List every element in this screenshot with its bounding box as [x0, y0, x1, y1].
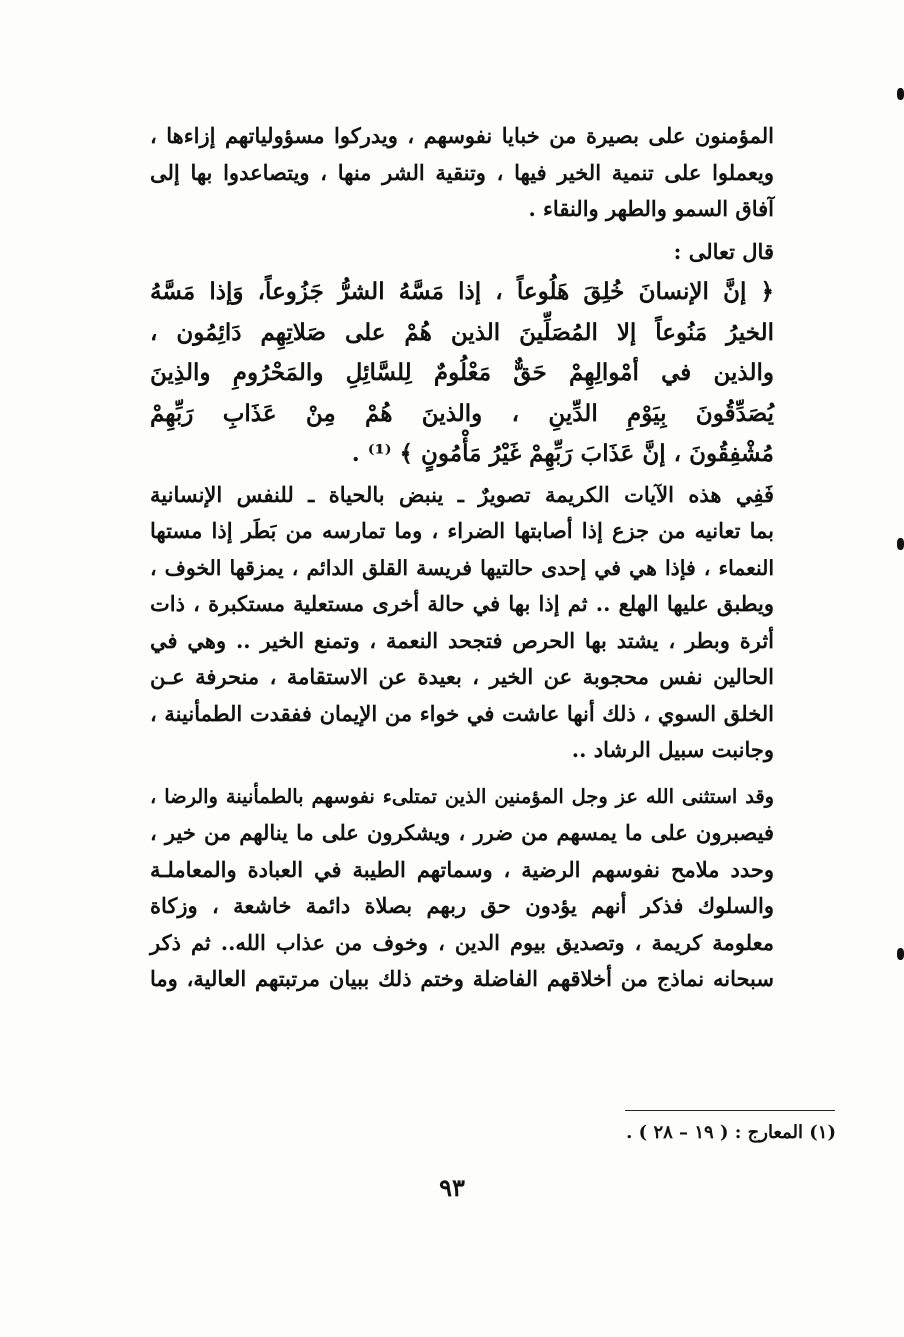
text-line: ويعملوا على تنمية الخير فيها ، وتنقية الشر منها ، ويتصاعدوا بها إلى: [150, 159, 774, 185]
verse-intro: [150, 234, 774, 271]
text-line: الحالين نفس محجوبة عن الخير ، بعيدة عن الاستقامة ، منحرفة عـن: [150, 664, 774, 690]
paragraph-2: [150, 477, 774, 769]
text-line: فيصبرون على ما يمسهم من ضرر ، ويشكرون على ما ينالهم من خير ،: [150, 820, 774, 846]
verse-line: الخيرُ مَنُوعاً إلا المُصَلِّينَ الذين هُمْ على صَلاتِهِم دَائِمُون ،: [150, 318, 774, 346]
text-line: آفاق السمو والطهر والنقاء .: [528, 196, 774, 221]
page-body: [150, 118, 774, 998]
text-line: بما تعانيه من جزع إذا أصابتها الضراء ، وما تمارسه من بَطَر إذا مستها: [150, 518, 774, 544]
scan-mark: [897, 948, 904, 960]
verse-line: مُشْفِقُونَ ، إنَّ عَذَابَ رَبِّهِمْ غَيْرُ مَأْمُونٍ ﴾ ⁽¹⁾ .: [351, 440, 774, 468]
quran-verse: [150, 272, 774, 475]
text-line: وجانبت سبيل الرشاد ..: [571, 737, 774, 763]
scan-mark: [897, 538, 904, 550]
paragraph-1: [150, 118, 774, 228]
text-line: والسلوك فذكر أنهم يؤدون حق ربهم بصلاة دائمة خاشعة ، وزكاة: [150, 893, 774, 919]
page-number: ٩٣: [439, 1173, 465, 1202]
verse-line: والذين في أمْوالِهِمْ حَقٌّ مَعْلُومٌ لِلسَّائِلِ والمَحْرُومِ والذِينَ: [150, 359, 774, 387]
text-line: فَفِي هذه الآيات الكريمة تصويرٌ ـ ينبض بالحياة ـ للنفس الإنسانية: [150, 481, 774, 507]
text-line: المؤمنون على بصيرة من خبايا نفوسهم ، ويدركوا مسؤولياتهم إزاءها ،: [150, 123, 774, 148]
footnote-divider: [625, 1110, 835, 1111]
text-line: أثرة وبطر ، يشتد بها الحرص فتجحد النعمة ، وتمنع الخير .. وهي في: [150, 627, 774, 653]
text-line: معلومة كريمة ، وتصديق بيوم الدين ، وخوف من عذاب الله.. ثم ذكر: [150, 929, 774, 955]
text-line: النعماء ، فإذا هي في إحدى حالتيها فريسة القلق الدائم ، يمزقها الخوف ،: [150, 555, 774, 580]
text-line: وقد استثنى الله عز وجل المؤمنين الذين تمتلىء نفوسهم بالطمأنينة والرضا ،: [150, 784, 774, 808]
text-line: سبحانه نماذج من أخلاقهم الفاضلة وختم ذلك ببيان مرتبتهم العالية، وما: [150, 966, 774, 992]
verse-line: يُصَدِّقُونَ بِيَوْمِ الدِّينِ ، والذينَ هُمْ مِنْ عَذَابِ رَبِّهِمْ: [150, 399, 774, 427]
text-line: قال تعالى :: [673, 238, 774, 264]
text-line: وحدد ملامح نفوسهم الرضية ، وسماتهم الطيبة في العبادة والمعاملـة: [150, 856, 774, 882]
footnote: (١) المعارج : ( ١٩ – ٢٨ ) .: [626, 1122, 836, 1143]
paragraph-3: [150, 779, 774, 998]
text-line: ويطبق عليها الهلع .. ثم إذا بها في حالة أخرى مستعلية مستكبرة ، ذات: [150, 591, 774, 617]
scan-mark: [897, 88, 904, 100]
verse-line: ﴿ إنَّ الإنسانَ خُلِقَ هَلُوعاً ، إذا مَسَّهُ الشرُّ جَزُوعاً، وَإذا مَسَّهُ: [150, 278, 774, 305]
text-line: الخلق السوي ، ذلك أنها عاشت في خواء من الإيمان ففقدت الطمأنينة ،: [150, 700, 774, 726]
